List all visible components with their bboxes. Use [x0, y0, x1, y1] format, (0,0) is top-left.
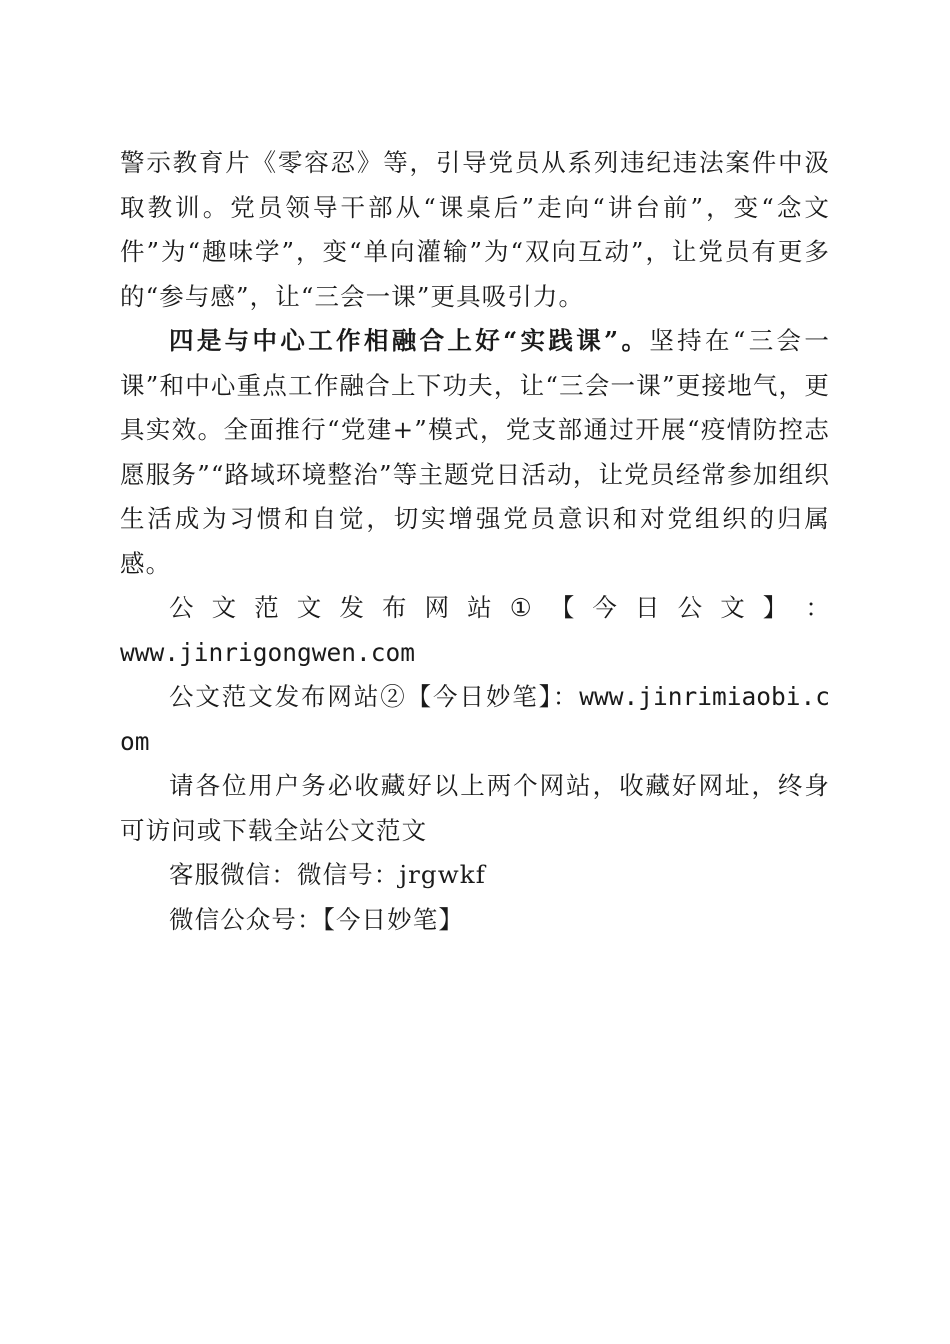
bookmark-notice: [120, 764, 830, 853]
site1-label-line: [120, 586, 830, 631]
public-account-text: 微信公众号：【今日妙笔】: [169, 904, 464, 934]
site1-char: ①: [509, 593, 532, 622]
site1-char: 今: [592, 593, 617, 622]
site1-char: 站: [467, 593, 492, 622]
document-body: [120, 141, 830, 942]
site1-char: 】: [762, 593, 788, 622]
paragraph-practice-heading: 四是与中心工作相融合上好“实践课”。: [169, 326, 650, 355]
site1-char: 发: [339, 593, 364, 622]
site1-char: 日: [635, 593, 660, 622]
public-account-line: [120, 898, 830, 943]
site1-url: www.jinrigongwen.com: [120, 637, 416, 667]
site1-char: 公: [677, 593, 703, 622]
site1-char: 公: [169, 593, 194, 622]
paragraph-education-text: 警示教育片《零容忍》等，引导党员从系列违纪违法案件中汲取教训。党员领导干部从“课桌后”走向“讲台前”，变“念文件”为“趣味学”，变“单向灌输”为“双向互动”，让党员有更多的“参与感”，让“三会一课”更具吸引力。: [120, 148, 830, 311]
site2-url: www.jinrimiaobi.com: [120, 682, 830, 756]
site1-url-line: [120, 631, 830, 676]
site1-char: 文: [211, 593, 237, 622]
site1-char: ：: [805, 593, 830, 622]
site2-label: 公文范文发布网站②【今日妙笔】：: [169, 682, 580, 711]
site1-char: 文: [296, 593, 322, 622]
site1-char: 文: [720, 593, 745, 622]
service-wechat-line: [120, 853, 830, 898]
paragraph-education: [120, 141, 830, 319]
site1-char: 网: [424, 593, 450, 622]
bookmark-notice-text: 请各位用户务必收藏好以上两个网站，收藏好网址，终身可访问或下载全站公文范文: [120, 771, 830, 845]
paragraph-practice: [120, 319, 830, 586]
site1-char: 布: [381, 593, 407, 622]
site1-char: 范: [254, 593, 279, 622]
site2-line: [120, 675, 830, 764]
service-wechat-text: 客服微信：微信号：jrgwkf: [169, 860, 486, 889]
paragraph-practice-text: 坚持在“三会一课”和中心重点工作融合上下功夫，让“三会一课”更接地气，更具实效。全面推行“党建+”模式，党支部通过开展“疫情防控志愿服务”“路域环境整治”等主题党日活动，让党员经常参加组织生活成为习惯和自觉，切实增强党员意识和对党组织的归属感。: [120, 326, 830, 578]
site1-char: 【: [549, 593, 575, 622]
